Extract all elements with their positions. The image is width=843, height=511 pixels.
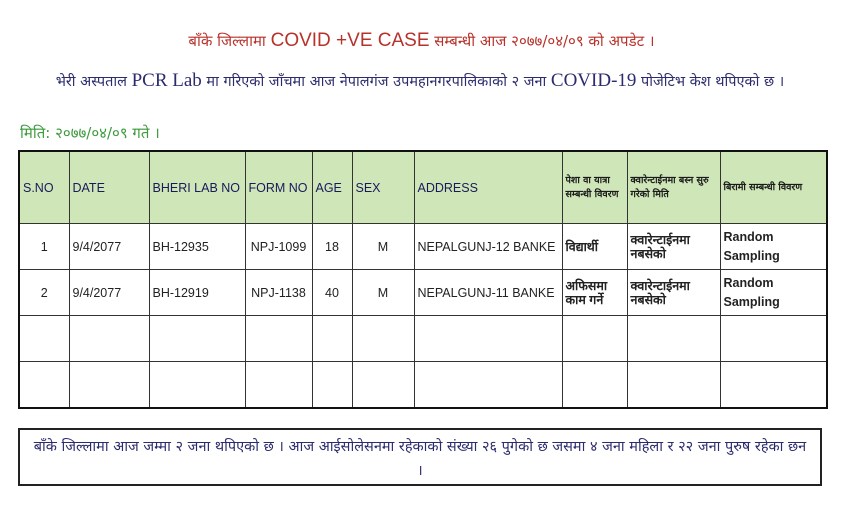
cell-address: NEPALGUNJ-11 BANKE [414, 270, 562, 316]
table-row [19, 270, 827, 316]
header-lab-no: BHERI LAB NO [149, 151, 245, 224]
cell-form-no: NPJ-1138 [245, 270, 312, 316]
header-remarks: बिरामी सम्बन्धी विवरण [720, 151, 827, 224]
summary-text: बाँके जिल्लामा आज जम्मा २ जना थपिएको छ । आज आईसोलेसनमा रहेकाको संख्या २६ पुगेको छ जसमा ४ जना महिला र २२ जना पुरुष रहेका छन । [33, 439, 807, 479]
summary-box [18, 428, 822, 486]
header-sno: S.NO [19, 151, 69, 224]
cell-age: 40 [312, 270, 352, 316]
cell-quarantine: क्वारेन्टाईनमा नबसेको [627, 270, 720, 316]
table-row-empty [19, 362, 827, 409]
header-form-no: FORM NO [245, 151, 312, 224]
subtitle-middle: मा गरिएको जाँचमा आज नेपालगंज उपमहानगरपालिकाको २ जना [206, 74, 547, 90]
subtitle-covid: COVID-19 [550, 70, 637, 91]
cell-sex: M [352, 224, 414, 270]
cell-age: 18 [312, 224, 352, 270]
title-english: COVID +VE CASE [270, 30, 430, 51]
cell-date: 9/4/2077 [69, 224, 149, 270]
subtitle-prefix: भेरी अस्पताल [55, 74, 127, 90]
cell-quarantine: क्वारेन्टाईनमा नबसेको [627, 224, 720, 270]
page-subtitle [20, 68, 820, 95]
header-address: ADDRESS [414, 151, 562, 224]
cell-travel: विद्यार्थी [562, 224, 627, 270]
report-date: मिति: २०७७/०४/०९ गते । [20, 124, 160, 142]
case-table [18, 150, 828, 409]
title-prefix: बाँके जिल्लामा [188, 32, 266, 50]
header-travel: पेशा वा यात्रा सम्बन्धी विवरण [562, 151, 627, 224]
table-row-empty [19, 316, 827, 362]
cell-travel: अफिसमा काम गर्ने [562, 270, 627, 316]
cell-lab-no: BH-12919 [149, 270, 245, 316]
cell-remarks: Random Sampling [720, 224, 827, 270]
header-age: AGE [312, 151, 352, 224]
cell-sno: 1 [19, 224, 69, 270]
header-sex: SEX [352, 151, 414, 224]
subtitle-suffix: पोजेटिभ केश थपिएको छ । [641, 74, 785, 90]
cell-form-no: NPJ-1099 [245, 224, 312, 270]
header-quarantine: क्वारेन्टाईनमा बस्न सुरु गरेको मिति [627, 151, 720, 224]
title-suffix: सम्बन्धी आज २०७७/०४/०९ को अपडेट । [434, 32, 655, 50]
cell-date: 9/4/2077 [69, 270, 149, 316]
cell-sex: M [352, 270, 414, 316]
cell-lab-no: BH-12935 [149, 224, 245, 270]
page-title [0, 30, 843, 52]
cell-remarks: Random Sampling [720, 270, 827, 316]
table-row [19, 224, 827, 270]
cell-address: NEPALGUNJ-12 BANKE [414, 224, 562, 270]
header-date: DATE [69, 151, 149, 224]
subtitle-pcr-lab: PCR Lab [131, 70, 202, 91]
table-header-row [19, 151, 827, 224]
cell-sno: 2 [19, 270, 69, 316]
